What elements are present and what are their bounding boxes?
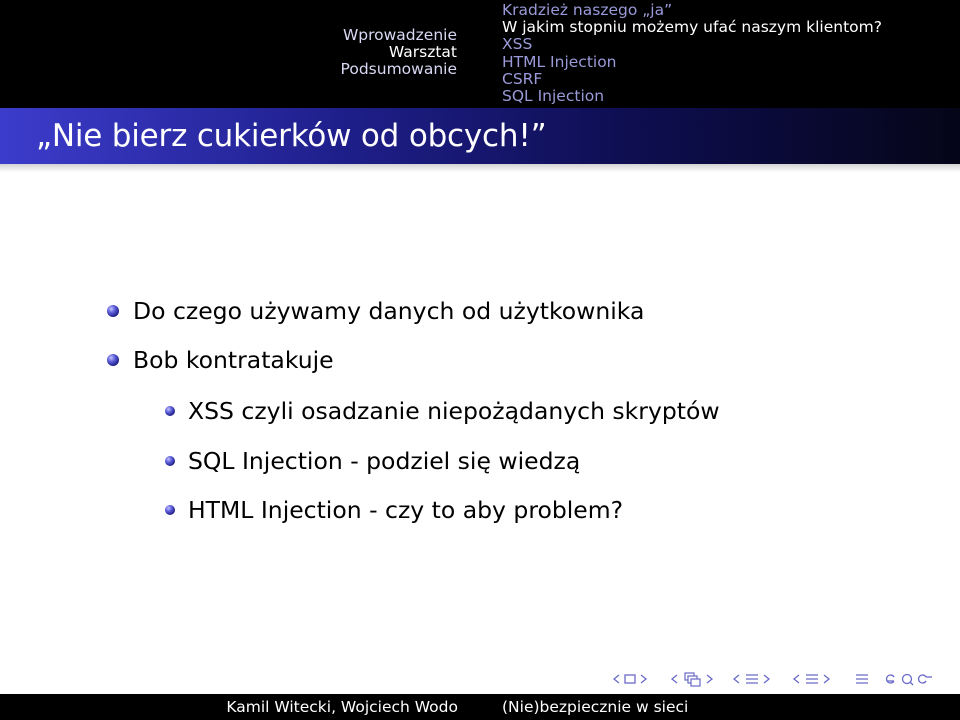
list-item xyxy=(107,346,334,374)
list-item-text: SQL Injection - podziel się wiedzą xyxy=(188,447,581,475)
list-item-text: Do czego używamy danych od użytkownika xyxy=(133,297,645,325)
appendix-icon xyxy=(851,671,875,687)
nav-subsection-xss[interactable]: XSS xyxy=(502,35,533,54)
frame-nav-icon xyxy=(669,671,721,687)
bullet-icon xyxy=(165,456,175,466)
list-item xyxy=(165,496,623,524)
list-item xyxy=(107,297,644,325)
header-navigation xyxy=(0,0,960,108)
nav-subsection-sql-injection[interactable]: SQL Injection xyxy=(502,87,605,106)
footer-title: (Nie)bezpiecznie w sieci xyxy=(502,698,689,716)
subsections-panel xyxy=(480,0,960,108)
list-item xyxy=(165,397,720,425)
section-nav-icon xyxy=(791,671,841,687)
list-item-text: Bob kontratakuje xyxy=(133,346,334,374)
search-button[interactable] xyxy=(885,671,935,687)
subsection-nav-button[interactable] xyxy=(731,671,781,687)
bullet-icon xyxy=(107,354,119,366)
nav-subsection-trust-clients[interactable]: W jakim stopniu możemy ufać naszym klientom? xyxy=(502,18,882,37)
frame-title: „Nie bierz cukierków od obcych!” xyxy=(36,118,547,154)
search-icon xyxy=(885,671,935,687)
nav-subsection-html-injection[interactable]: HTML Injection xyxy=(502,52,617,71)
list-item xyxy=(165,447,580,475)
sections-panel xyxy=(0,0,480,108)
bullet-icon xyxy=(107,305,119,317)
nav-subsection-identity-theft[interactable]: Kradzież naszego „ja” xyxy=(502,1,673,19)
navigation-symbols xyxy=(611,669,945,689)
footer-bar xyxy=(0,694,960,720)
subsection-nav-icon xyxy=(731,671,781,687)
nav-section-workshop[interactable]: Warsztat xyxy=(388,43,457,62)
bullet-icon xyxy=(165,505,175,515)
frame-title-bar xyxy=(0,108,960,164)
list-item-text: HTML Injection - czy to aby problem? xyxy=(188,496,624,524)
list-item-text: XSS czyli osadzanie niepożądanych skryptów xyxy=(188,397,720,425)
nav-section-introduction[interactable]: Wprowadzenie xyxy=(342,26,457,44)
section-nav-button[interactable] xyxy=(791,671,841,687)
footer-authors: Kamil Witecki, Wojciech Wodo xyxy=(226,698,458,716)
frame-nav-button[interactable] xyxy=(669,671,721,687)
title-shadow xyxy=(0,164,960,172)
slide-nav-icon xyxy=(611,672,659,686)
nav-section-summary[interactable]: Podsumowanie xyxy=(340,60,457,79)
slide-nav-button[interactable] xyxy=(611,672,659,686)
nav-subsection-csrf[interactable]: CSRF xyxy=(502,69,543,88)
bullet-icon xyxy=(165,406,175,416)
appendix-button[interactable] xyxy=(851,671,875,687)
